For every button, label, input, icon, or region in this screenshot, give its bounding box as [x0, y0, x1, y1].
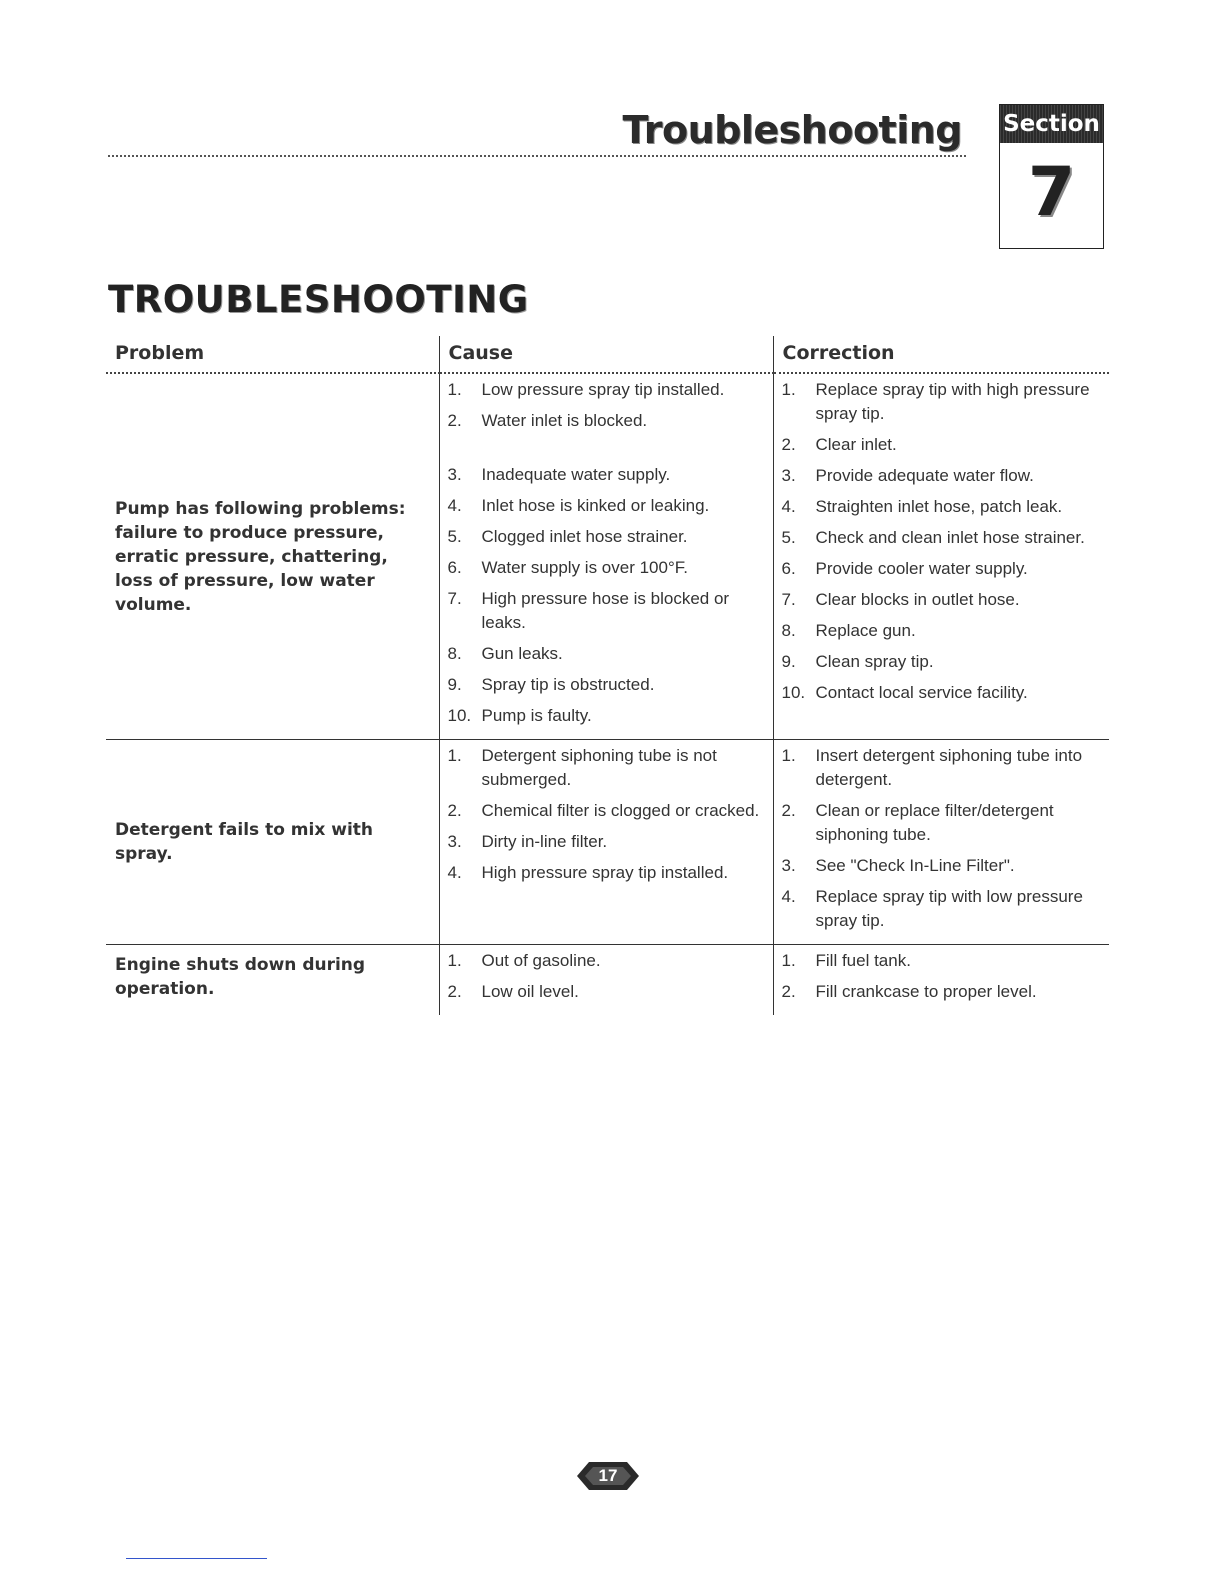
item-number: 8. [447, 644, 462, 663]
cause-cell [439, 373, 773, 740]
list-item [774, 744, 1110, 799]
item-number: 5. [781, 528, 796, 547]
problem-cell: Engine shuts down during operation. [115, 955, 366, 999]
table-header-row [106, 336, 1109, 373]
list-item [774, 557, 1110, 588]
item-text: See "Check In-Line Filter". [815, 856, 1015, 875]
list-item [440, 673, 773, 704]
item-text: Fill fuel tank. [815, 951, 911, 970]
item-number: 1. [447, 746, 462, 765]
table-row [106, 373, 1109, 740]
cause-list [440, 740, 773, 896]
list-item [440, 409, 773, 463]
item-text: Low pressure spray tip installed. [481, 380, 725, 399]
list-item [774, 526, 1110, 557]
item-text: Replace gun. [815, 621, 916, 640]
section-number: 7 [1027, 153, 1076, 232]
list-item [440, 980, 773, 1011]
item-text: High pressure spray tip installed. [481, 863, 729, 882]
correction-cell [773, 945, 1109, 1016]
list-item [440, 744, 773, 799]
item-number: 1. [447, 380, 462, 399]
problem-cell: Pump has following problems: failure to produce pressure, erratic pressure, chattering, loss of pressure, low water volume. [106, 373, 439, 740]
item-text: Insert detergent siphoning tube into detergent. [815, 746, 1083, 789]
list-item [440, 378, 773, 409]
item-text: Contact local service facility. [815, 683, 1028, 702]
item-text: Water supply is over 100°F. [481, 558, 688, 577]
problem-cell: Detergent fails to mix with spray. [106, 740, 439, 945]
list-item [774, 799, 1110, 854]
item-text: Low oil level. [481, 982, 579, 1001]
item-number: 7. [447, 589, 462, 608]
list-item [440, 861, 773, 892]
list-item [440, 494, 773, 525]
item-text: Dirty in-line filter. [481, 832, 608, 851]
section-badge [999, 104, 1104, 249]
correction-list [774, 740, 1110, 944]
column-header-correction: Correction [773, 336, 1109, 373]
item-number: 4. [781, 887, 796, 906]
list-item [440, 830, 773, 861]
item-text: Pump is faulty. [481, 706, 592, 725]
item-text: Straighten inlet hose, patch leak. [815, 497, 1063, 516]
list-item [440, 463, 773, 494]
list-item [440, 556, 773, 587]
item-number: 2. [447, 411, 462, 430]
list-item [440, 799, 773, 830]
item-text: Replace spray tip with high pressure spray tip. [815, 380, 1090, 423]
item-text: Provide cooler water supply. [815, 559, 1028, 578]
list-item [774, 980, 1110, 1011]
list-item [774, 650, 1110, 681]
correction-list [774, 945, 1110, 1015]
item-number: 8. [781, 621, 796, 640]
item-text: Inlet hose is kinked or leaking. [481, 496, 710, 515]
correction-list [774, 374, 1110, 716]
item-text: Replace spray tip with low pressure spray tip. [815, 887, 1083, 930]
table-row [106, 740, 1109, 945]
item-text: Detergent siphoning tube is not submerged. [481, 746, 717, 789]
list-item [440, 642, 773, 673]
item-text: Gun leaks. [481, 644, 563, 663]
item-number: 9. [781, 652, 796, 671]
item-number: 2. [447, 801, 462, 820]
list-item [440, 704, 773, 735]
item-number: 4. [781, 497, 796, 516]
item-text: Spray tip is obstructed. [481, 675, 655, 694]
list-item [774, 464, 1110, 495]
item-number: 5. [447, 527, 462, 546]
item-text: Clear inlet. [815, 435, 897, 454]
list-item [774, 885, 1110, 940]
page-title: TROUBLESHOOTING [108, 278, 529, 321]
item-number: 1. [781, 380, 796, 399]
item-number: 1. [781, 746, 796, 765]
item-number: 6. [447, 558, 462, 577]
item-number: 3. [447, 465, 462, 484]
correction-cell [773, 373, 1109, 740]
page-number-badge [575, 1458, 641, 1494]
item-text: Out of gasoline. [481, 951, 601, 970]
list-item [440, 525, 773, 556]
cause-cell [439, 740, 773, 945]
list-item [774, 378, 1110, 433]
item-number: 2. [781, 982, 796, 1001]
column-header-problem: Problem [106, 336, 439, 373]
item-text: Clean spray tip. [815, 652, 934, 671]
list-item [774, 495, 1110, 526]
item-text: Water inlet is blocked. [481, 411, 648, 430]
item-text: Provide adequate water flow. [815, 466, 1034, 485]
item-number: 1. [447, 951, 462, 970]
item-text: High pressure hose is blocked or leaks. [481, 589, 730, 632]
cause-list [440, 945, 773, 1015]
footer-line [126, 1558, 267, 1559]
header-rule [108, 155, 966, 157]
list-item [774, 681, 1110, 712]
item-number: 3. [447, 832, 462, 851]
list-item [774, 433, 1110, 464]
item-number: 1. [781, 951, 796, 970]
list-item [774, 619, 1110, 650]
page-number: 17 [598, 1466, 618, 1485]
item-number: 2. [781, 801, 796, 820]
item-number: 9. [447, 675, 462, 694]
item-text: Clean or replace filter/detergent siphoning tube. [815, 801, 1054, 844]
item-number: 4. [447, 496, 462, 515]
table-row [106, 945, 1109, 1016]
section-label: Section [1000, 105, 1103, 143]
cause-cell [439, 945, 773, 1016]
item-number: 7. [781, 590, 796, 609]
list-item [774, 854, 1110, 885]
item-number: 4. [447, 863, 462, 882]
item-number: 10. [781, 683, 806, 702]
item-number: 3. [781, 856, 796, 875]
item-number: 2. [781, 435, 796, 454]
item-number: 2. [447, 982, 462, 1001]
item-number: 6. [781, 559, 796, 578]
list-item [774, 949, 1110, 980]
item-text: Check and clean inlet hose strainer. [815, 528, 1085, 547]
item-number: 3. [781, 466, 796, 485]
list-item [440, 587, 773, 642]
list-item [440, 949, 773, 980]
item-text: Chemical filter is clogged or cracked. [481, 801, 760, 820]
list-item [774, 588, 1110, 619]
correction-cell [773, 740, 1109, 945]
cause-list [440, 374, 773, 739]
item-text: Inadequate water supply. [481, 465, 671, 484]
item-text: Clogged inlet hose strainer. [481, 527, 688, 546]
item-text: Clear blocks in outlet hose. [815, 590, 1020, 609]
column-header-cause: Cause [439, 336, 773, 373]
item-number: 10. [447, 706, 472, 725]
troubleshooting-table [106, 336, 1109, 1015]
item-text: Fill crankcase to proper level. [815, 982, 1037, 1001]
header-title: Troubleshooting [622, 108, 962, 152]
